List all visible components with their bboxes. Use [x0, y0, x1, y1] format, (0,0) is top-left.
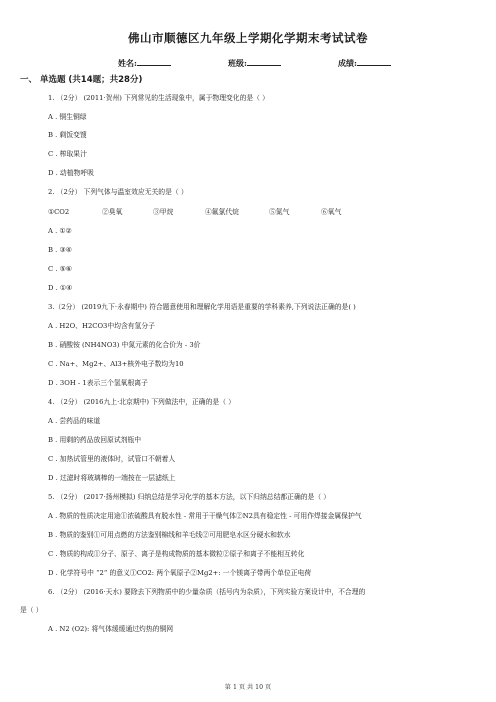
choice-item: ②臭氧 — [102, 208, 123, 216]
section-heading: 一、 单选题 (共14题；共28分) — [20, 75, 143, 85]
choice-item: ③甲烷 — [153, 208, 174, 216]
choice-item: ④氟氯代烷 — [205, 208, 239, 216]
question-2-option-d: D . ①④ — [48, 284, 73, 292]
question-1-option-a: A . 铜生铜绿 — [48, 113, 87, 121]
question-3-option-c: C . Na+、Mg2+、Al3+核外电子数均为10 — [48, 360, 184, 368]
choice-item: ①CO2 — [48, 208, 70, 216]
question-4-option-b: B . 用剩的药品放回原试剂瓶中 — [48, 436, 142, 444]
question-6-stem-continued: 是（ ） — [20, 606, 43, 614]
question-5-option-d: D . 化学符号中 “2” 的意义①CO2: 两个氧原子②Mg2+: 一个镁离子带两个单位正电荷 — [48, 569, 312, 577]
question-5-option-b: B . 物质的鉴别①可用点燃的方法鉴别棉线和羊毛线②可用肥皂水区分硬水和软水 — [48, 531, 291, 539]
choice-item: ⑤氮气 — [269, 208, 290, 216]
question-3-option-d: D . 3OH - 1表示三个氢氧根离子 — [48, 379, 148, 387]
question-6-stem: 6. （2分） (2016·天水) 要除去下列物质中的少量杂质（括号内为杂质），下列实验方案设计中，不合理的 — [48, 588, 366, 596]
class-label: 班级: — [228, 58, 247, 68]
exam-title: 佛山市顺德区九年级上学期化学期末考试试卷 — [128, 31, 368, 45]
question-2-option-c: C . ⑤⑥ — [48, 265, 72, 273]
question-5-option-a: A . 物质的性质决定用途①浓硫酸具有脱水性 - 常用于干燥气体②N2具有稳定性 - 可用作焊接金属保护气 — [48, 512, 362, 520]
score-blank — [357, 56, 391, 66]
question-1-option-d: D . 动植物呼吸 — [48, 169, 94, 177]
question-5-stem: 5. （2分） (2017·扬州模拟) 归纳总结是学习化学的基本方法，以下归纳总结都正确的是（ ） — [48, 493, 331, 501]
page-footer: 第 1 页 共 10 页 — [224, 684, 272, 691]
question-3-option-a: A . H2O、H2CO3中均含有氢分子 — [48, 322, 155, 330]
question-4-option-a: A . 尝药品的味道 — [48, 417, 101, 425]
question-4-stem: 4. （2分） (2016九上·北京期中) 下列做法中，正确的是（ ） — [48, 398, 235, 406]
question-2-option-a: A . ①② — [48, 227, 72, 235]
question-1-option-c: C . 榨取果汁 — [48, 150, 87, 158]
score-field — [338, 56, 391, 69]
question-6-option-a: A . N2 (O2): 将气体缓缓通过灼热的铜网 — [48, 625, 174, 633]
question-3-stem: 3.（2分） (2019九下·永春期中) 符合题意使用和理解化学用语是重要的学科素养,下列说法正确的是( ) — [48, 303, 356, 311]
question-2-option-b: B . ③④ — [48, 246, 72, 254]
question-3-option-b: B . 硝酸铵 (NH4NO3) 中氮元素的化合价为 - 3价 — [48, 341, 201, 349]
question-1-option-b: B . 剩饭变馊 — [48, 131, 87, 139]
choice-item: ⑥氧气 — [321, 208, 342, 216]
question-1-stem: 1. （2分） (2011·贺州) 下列常见的生活现象中，属于物理变化的是（ ） — [48, 94, 269, 102]
question-4-option-c: C . 加热试管里的液体时，试管口不朝着人 — [48, 455, 176, 463]
question-5-option-c: C . 物质的构成①分子、原子、离子是构成物质的基本微粒②原子和离子不能相互转化 — [48, 550, 305, 558]
name-label: 姓名: — [118, 58, 137, 68]
name-field — [118, 56, 171, 69]
class-blank — [247, 56, 281, 66]
question-4-option-d: D . 过滤时将玻璃棒的一端按在一层滤纸上 — [48, 474, 176, 482]
class-field — [228, 56, 281, 69]
score-label: 成绩: — [338, 58, 357, 68]
name-blank — [137, 56, 171, 66]
question-2-stem: 2. （2分） 下列气体与温室效应无关的是（ ） — [48, 188, 188, 196]
question-2-choices — [48, 208, 341, 217]
